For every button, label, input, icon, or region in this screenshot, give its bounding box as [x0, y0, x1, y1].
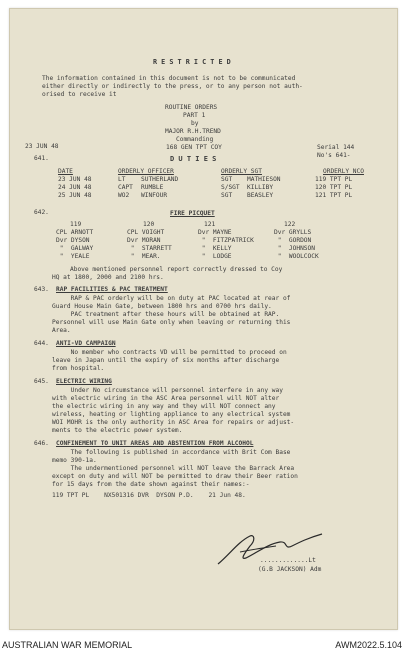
fire-member: CPL VOIGHT [127, 229, 165, 236]
fire-member: " WOOLCOCK [274, 253, 319, 260]
duties-date: 23 JUN 48 [58, 176, 92, 183]
body-line: Personnel will use Main Gate only when leaving or returning this [52, 319, 291, 326]
section-number: 643. [34, 286, 49, 293]
confinement-entry: 119 TPT PL NX501316 DVR DYSON P.D. 21 Jun 48. [52, 492, 246, 499]
body-line: ments to the electric power system. [52, 427, 183, 434]
duties-rank: CAPT [118, 184, 133, 191]
section-number: 645. [34, 378, 49, 385]
duties-sgt: KILLIBY [247, 184, 274, 191]
fire-platoon: 122 [284, 221, 296, 228]
body-line: from hospital. [52, 365, 105, 372]
section-number: 644. [34, 340, 49, 347]
fire-member: " YEALE [56, 253, 90, 260]
fire-picquet-heading: FIRE PICQUET [170, 210, 215, 217]
title-part: PART 1 [183, 112, 206, 119]
signatory-name: (G.B JACKSON) Adm [258, 566, 322, 573]
intro-line: orised to receive it [42, 91, 117, 98]
body-line: PAC treatment after these hours will be obtained at RAP. [52, 311, 280, 318]
body-line: RAP & PAC orderly will be on duty at PAC located at rear of [52, 295, 291, 302]
duties-rank: S/SGT [221, 184, 240, 191]
body-line: Area. [52, 327, 71, 334]
fire-member: " FITZPATRICK [198, 237, 254, 244]
fire-member: Dvr MAYNE [198, 229, 232, 236]
duties-platoon: 121 TPT PL [315, 192, 353, 199]
document-page [9, 8, 398, 630]
fire-member: Dvr MORAN [127, 237, 161, 244]
fire-member: " GORDON [274, 237, 312, 244]
archive-footer [0, 637, 405, 653]
section-heading: ANTI-VD CAMPAIGN [56, 340, 116, 347]
signature-line: .............Lt [260, 557, 316, 564]
fire-note: Above mentioned personnel report correctly dressed to Coy [70, 266, 283, 273]
title-routine-orders: ROUTINE ORDERS [165, 104, 218, 111]
archive-name: AUSTRALIAN WAR MEMORIAL [2, 640, 133, 650]
fire-platoon: 119 [70, 221, 82, 228]
duties-rank: WO2 [118, 192, 130, 199]
duties-heading: D U T I E S [170, 155, 217, 163]
duties-officer: RUMBLE [141, 184, 164, 191]
body-line: No member who contracts VD will be permitted to proceed on [52, 349, 287, 356]
duties-platoon: 120 TPT PL [315, 184, 353, 191]
body-line: with electric wiring in the ASC Area personnel will NOT alter [52, 395, 280, 402]
fire-member: CPL ARNOTT [56, 229, 94, 236]
accession-number: AWM2022.5.104 [335, 640, 402, 650]
body-line: WOI MOHR is the only authority in ASC Area for repairs or adjust- [52, 419, 295, 426]
fire-member: " MEAR. [127, 253, 161, 260]
duties-officer: WINFOUR [141, 192, 168, 199]
title-commander: MAJOR R.H.TREND [165, 128, 221, 135]
fire-member: " GALWAY [56, 245, 94, 252]
body-line: Under No circumstance will personnel interfere in any way [52, 387, 283, 394]
duties-header: ORDERLY OFFICER [118, 168, 174, 175]
duties-header: DATE [58, 168, 73, 175]
fire-member: " JOHNSON [274, 245, 315, 252]
fire-platoon: 121 [204, 221, 216, 228]
section-heading: RAP FACILITIES & PAC TREATMENT [56, 286, 168, 293]
section-heading: ELECTRIC WIRING [56, 378, 112, 385]
section-number: 642. [34, 209, 49, 216]
fire-member: " STARRETT [127, 245, 172, 252]
order-numbers: No's 641- [317, 152, 351, 159]
body-line: Guard House Main Gate, between 1800 hrs and 0700 hrs daily. [52, 303, 272, 310]
body-line: leave in Japan until the expiry of six months after discharge [52, 357, 280, 364]
body-line: the electric wiring in any way and they will NOT connect any [52, 403, 276, 410]
fire-note: HQ at 1800, 2000 and 2100 hrs. [52, 274, 164, 281]
body-line: The following is published in accordance with Brit Com Base [52, 449, 291, 456]
body-line: for 15 days from the date shown against their names:- [52, 481, 250, 488]
duties-officer: SUTHERLAND [141, 176, 179, 183]
title-by: by [191, 120, 199, 127]
serial-number: Serial 144 [317, 144, 355, 151]
duties-rank: SGT [221, 176, 233, 183]
body-line: except on duty and will NOT be permitted to draw their Beer ration [52, 473, 298, 480]
fire-member: " KELLY [198, 245, 232, 252]
intro-line: The information contained in this document is not to be communicated [42, 75, 296, 82]
title-unit: 168 GEN TPT COY [166, 144, 222, 151]
duties-rank: SGT [221, 192, 233, 199]
duties-rank: LT [118, 176, 126, 183]
section-heading: CONFINEMENT TO UNIT AREAS AND ABSTENTION FROM ALCOHOL [56, 440, 254, 447]
intro-line: either directly or indirectly to the press, or to any person not auth- [42, 83, 303, 90]
section-number: 646. [34, 440, 49, 447]
duties-sgt: MATHIESON [247, 176, 281, 183]
duties-header: ORDERLY NCO [323, 168, 364, 175]
body-line: memo 390-1a. [52, 457, 97, 464]
fire-platoon: 120 [143, 221, 155, 228]
body-line: wireless, heating or lighting appliance to any electrical system [52, 411, 291, 418]
duties-header: ORDERLY SGT [221, 168, 262, 175]
title-commanding: Commanding [176, 136, 214, 143]
section-number: 641. [34, 155, 49, 162]
duties-platoon: 119 TPT PL [315, 176, 353, 183]
restricted-header: R E S T R I C T E D [153, 58, 231, 66]
duties-sgt: BEASLEY [247, 192, 274, 199]
duties-date: 24 JUN 48 [58, 184, 92, 191]
order-date: 23 JUN 48 [25, 143, 59, 150]
body-line: The undermentioned personnel will NOT leave the Barrack Area [52, 465, 295, 472]
fire-member: " LODGE [198, 253, 232, 260]
duties-date: 25 JUN 48 [58, 192, 92, 199]
fire-member: Dvr GRYLLS [274, 229, 312, 236]
fire-member: Dvr DYSON [56, 237, 90, 244]
